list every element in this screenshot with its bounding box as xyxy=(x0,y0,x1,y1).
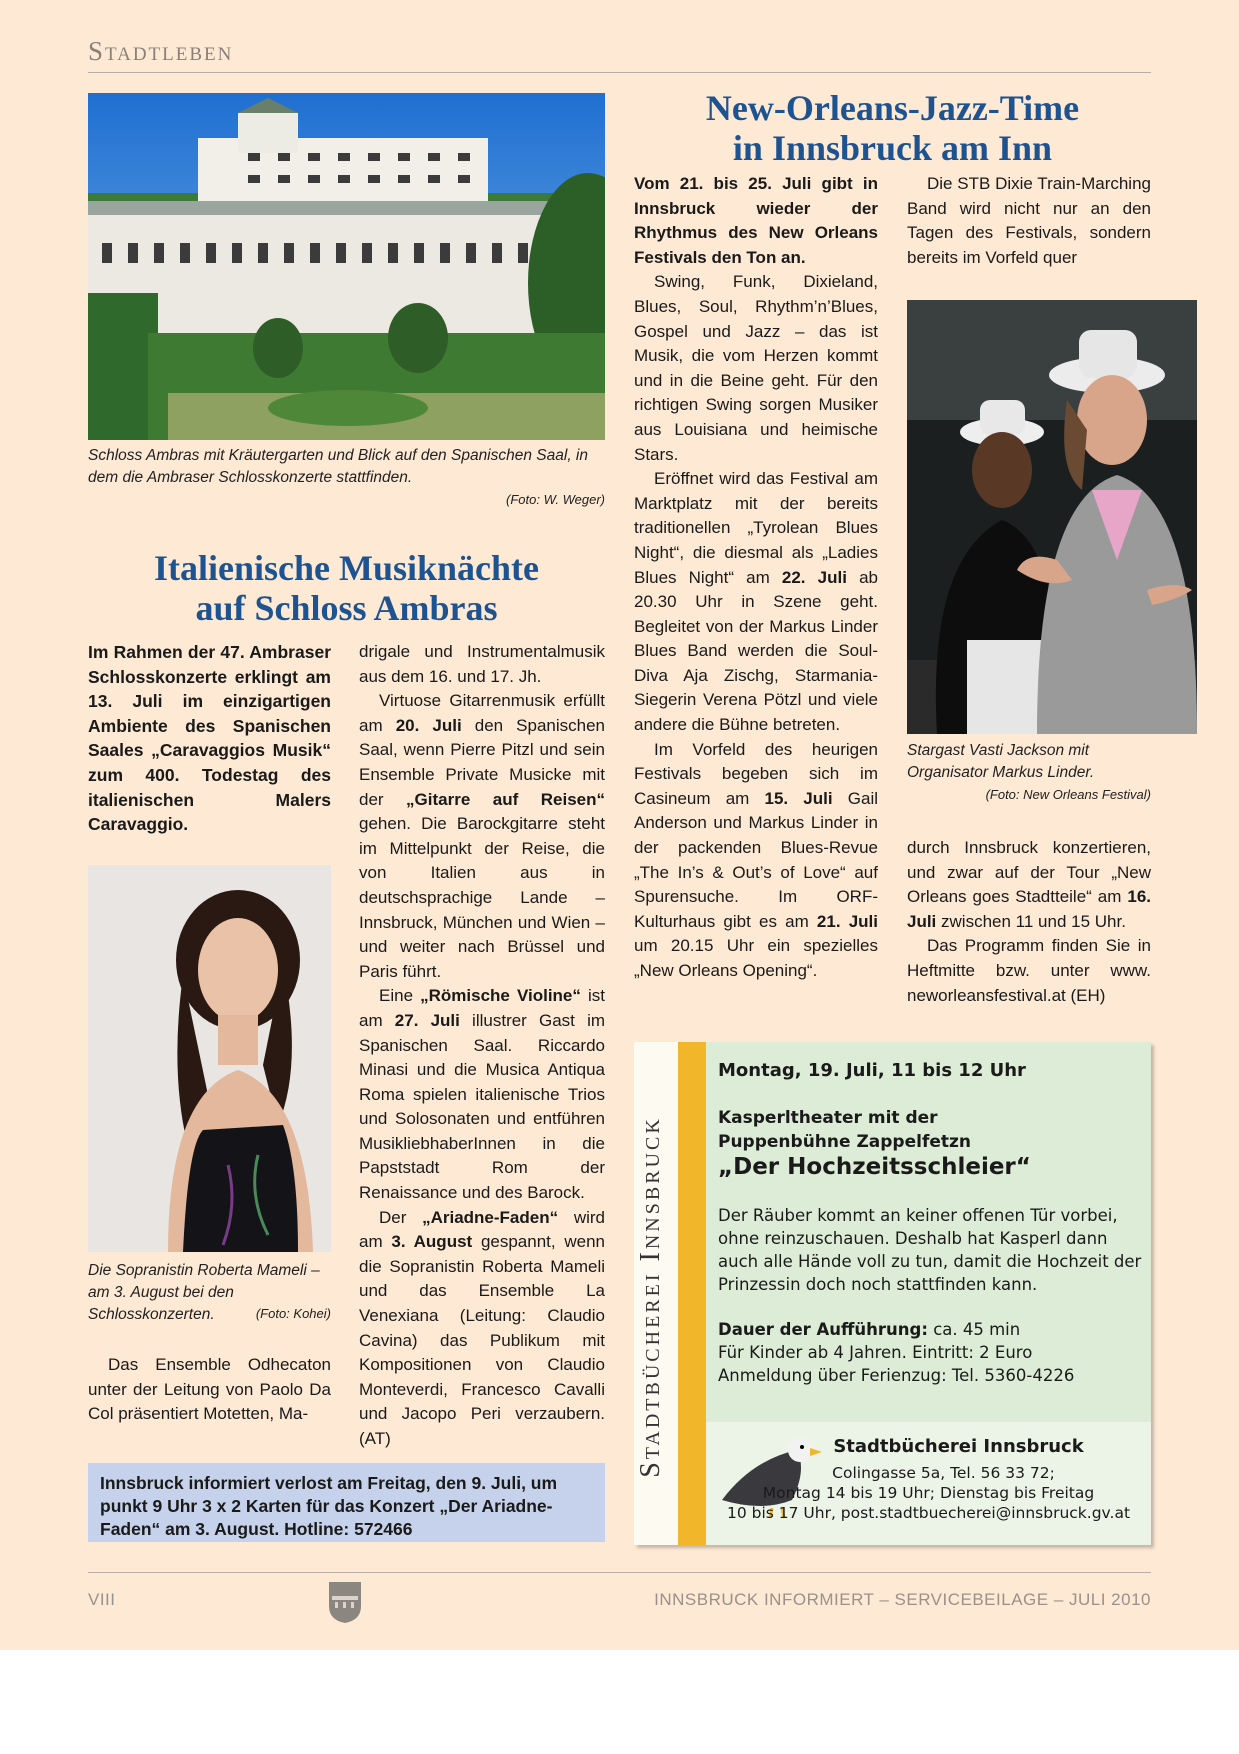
innsbruck-crest-icon xyxy=(327,1580,363,1624)
body-paragraph: Im Vorfeld des heurigen Festivals begeben sich im Casineum am 15. Juli Gail Anderson und Markus Linder in der packenden Blues-Revue „The In’s & Out’s of Love“ auf Spurensuche. Im ORF-Kulturhaus gibt es am 21. Juli um 20.15 Uhr ein spezielles „New Orleans Opening“. xyxy=(634,739,879,980)
event-title: „Der Hochzeitsschleier“ xyxy=(718,1154,1031,1180)
body-paragraph: Das Ensemble Odhecaton unter der Leitung von Paolo Da Col präsentiert Motetten, Ma- xyxy=(88,1355,331,1424)
body-paragraph: Der „Ariadne-Faden“ wird am 3. August gespannt, wenn die Sopranistin Roberta Mameli und das Ensemble La Venexiana (Leitung: Claudio Cavina) das Publikum mit Kompositionen von Claudio Monteverdi, Francesco Cavalli und Jacopo Peri verzaubern. (AT) xyxy=(359,1207,605,1448)
library-vertical-label: Stadtbücherei Innsbruck xyxy=(635,1116,666,1478)
headline-line: Italienische Musiknächte xyxy=(153,548,539,588)
col1-body xyxy=(88,1353,331,1427)
castle-photo xyxy=(88,93,605,440)
page-number: VIII xyxy=(88,1590,116,1609)
singer-photo xyxy=(88,865,331,1252)
event-date: Montag, 19. Juli, 11 bis 12 Uhr xyxy=(718,1060,1026,1081)
col2-body xyxy=(359,640,605,1452)
headline-line: in Innsbruck am Inn xyxy=(732,128,1053,168)
library-name: Stadtbücherei Innsbruck xyxy=(833,1436,1084,1457)
singer-credit: (Foto: Kohei) xyxy=(255,1306,331,1321)
headline-line: auf Schloss Ambras xyxy=(195,588,498,628)
singer-caption: Die Sopranistin Roberta Mameli – am 3. August bei den Schlosskonzerten. xyxy=(88,1262,320,1323)
section-title: Stadtleben xyxy=(88,36,234,66)
headline-italian-nights xyxy=(88,548,605,628)
library-contact xyxy=(706,1436,1151,1523)
ticket-raffle-box: Innsbruck informiert verlost am Freitag, den 9. Juli, um punkt 9 Uhr 3 x 2 Karten für das Konzert „Der Ariadne-Faden“ am 3. August. Hotline: 572466 xyxy=(88,1463,605,1542)
col4-top xyxy=(907,172,1151,270)
body-paragraph: Eröffnet wird das Festival am Marktplatz mit der bereits traditionellen „Tyrolean Blues Night“, die diesmal als „Ladies Blues Night“ am 22. Juli ab 20.30 Uhr in Szene geht. Begleitet von der Markus Linder Blues Band werden die Soul-Diva Aja Zischg, Starmania-Siegerin Verena Pötzl und viele andere die Bühne betreten. xyxy=(634,469,878,735)
footer-rule xyxy=(88,1572,1151,1573)
body-paragraph: Swing, Funk, Dixieland, Blues, Soul, Rhythm’n’Blues, Gospel und Jazz – das ist Musik, die vom Herzen kommt und in die Beine geht. Für den richtigen Swing sorgen Musiker aus Louisiana und heimische Stars. xyxy=(634,272,878,464)
lead-text: Im Rahmen der 47. Ambraser Schlosskonzerte erklingt am 13. Juli im einzigartigen Ambiente des Spanischen Saales „Caravaggios Musik“ zum 400. Todestag des italienischen Malers Caravaggio. xyxy=(88,642,331,835)
body-paragraph: Die STB Dixie Train-Marching Band wird nicht nur an den Tagen des Festivals, sondern bereits im Vorfeld quer xyxy=(907,174,1151,267)
event-description: Der Räuber kommt an keiner offenen Tür vorbei, ohne reinzuschauen. Deshalb hat Kasperl dann auch alle Hände voll zu tun, damit die Hochzeit der Prinzessin doch noch stattfinden kann. xyxy=(718,1206,1142,1294)
headline-line: New-Orleans-Jazz-Time xyxy=(705,88,1080,128)
musicians-caption: Stargast Vasti Jackson mit Organisator Markus Linder. xyxy=(907,742,1095,781)
castle-credit: (Foto: W. Weger) xyxy=(506,492,605,507)
library-event-box xyxy=(634,1042,1151,1545)
event-subtitle: Kasperltheater mit der Puppenbühne Zappelfetzn xyxy=(718,1108,971,1152)
headline-jazz-time xyxy=(634,88,1151,168)
col3-body xyxy=(634,172,878,984)
lead-text: Vom 21. bis 25. Juli gibt in Innsbruck wieder der Rhythmus des New Orleans Festivals den Ton an. xyxy=(634,174,878,267)
lead-paragraph xyxy=(88,640,331,837)
body-paragraph: drigale und Instrumentalmusik aus dem 16. und 17. Jh. xyxy=(359,642,605,686)
castle-caption: Schloss Ambras mit Kräutergarten und Blick auf den Spanischen Saal, in dem die Ambraser Schlosskonzerte stattfinden. xyxy=(88,447,588,486)
body-paragraph: durch Innsbruck konzertieren, und zwar auf der Tour „New Orleans goes Stadtteile“ am 16. Juli zwischen 11 und 15 Uhr. xyxy=(907,838,1151,931)
publication-info: INNSBRUCK INFORMIERT – SERVICEBEILAGE – JULI 2010 xyxy=(654,1590,1151,1609)
library-hours-email: 10 bis 17 Uhr, post.stadtbuecherei@innsbruck.gv.at xyxy=(726,1504,1131,1522)
body-paragraph: Das Programm finden Sie in Heftmitte bzw. unter www. neworleansfestival.at (EH) xyxy=(907,936,1151,1005)
body-paragraph: Virtuose Gitarrenmusik erfüllt am 20. Juli den Spanischen Saal, wenn Pierre Pitzl und sein Ensemble Private Musicke mit der „Gitarre auf Reisen“ gehen. Die Barockgitarre steht im Mittelpunkt der Reise, die von Italien aus in deutschsprachige Lande – Innsbruck, München und Wien – und weiter nach Brüssel und Paris führt. xyxy=(359,691,606,981)
event-details: Dauer der Aufführung: ca. 45 min Für Kinder ab 4 Jahren. Eintritt: 2 Euro Anmeldung über Ferienzug: Tel. 5360-4226 xyxy=(718,1320,1075,1385)
musicians-photo xyxy=(907,300,1197,734)
musicians-credit: (Foto: New Orleans Festival) xyxy=(985,787,1151,802)
box-accent-bar xyxy=(678,1042,706,1545)
col4-bottom xyxy=(907,836,1151,1008)
header-rule xyxy=(88,72,1151,73)
body-paragraph: Eine „Römische Violine“ ist am 27. Juli illustrer Gast im Spanischen Saal. Riccardo Minasi und die Musica Antiqua Roma spielen italienische Trios und Solosonaten und entführen MusikliebhaberInnen in die Papststadt Rom der Renaissance und des Barock. xyxy=(359,986,606,1203)
library-address: Colingasse 5a, Tel. 56 33 72; xyxy=(832,1464,1055,1482)
library-hours: Montag 14 bis 19 Uhr; Dienstag bis Freitag xyxy=(762,1484,1095,1502)
